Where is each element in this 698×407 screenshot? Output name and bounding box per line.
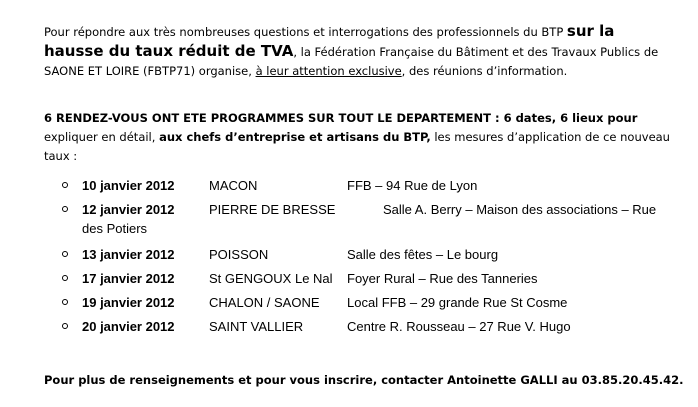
intro-paragraph [44,22,674,81]
meeting-date: 12 janvier 2012 [82,202,175,217]
meeting-date: 20 janvier 2012 [82,319,175,334]
meeting-item [62,269,692,293]
bullet-icon [62,323,68,329]
meeting-place-continuation: des Potiers [82,221,148,236]
meeting-item [62,200,692,245]
meeting-item [62,176,692,200]
announcement-headline: 6 RENDEZ-VOUS ONT ETE PROGRAMMES SUR TOUT LE DEPARTEMENT : 6 dates, 6 lieux pour [44,111,638,125]
announcement-text-2: les mesures d’application de ce nouveau taux : [44,130,670,163]
intro-underlined: à leur attention exclusive [255,64,402,78]
announcement-paragraph [44,109,674,166]
meeting-item [62,245,692,269]
meeting-date: 17 janvier 2012 [82,271,175,286]
intro-highlight: sur la hausse du taux réduit de TVA [44,22,615,60]
meeting-city: St GENGOUX Le Nal [209,271,333,286]
meeting-date: 10 janvier 2012 [82,178,175,193]
meeting-city: MACON [209,178,258,193]
bullet-icon [62,251,68,257]
meeting-city: PIERRE DE BRESSE [209,202,336,217]
bullet-icon [62,275,68,281]
meeting-place: Centre R. Rousseau – 27 Rue V. Hugo [347,319,571,334]
bullet-icon [62,299,68,305]
announcement-highlight: aux chefs d’entreprise et artisans du BTP, [159,130,431,144]
meeting-place: Salle des fêtes – Le bourg [347,247,499,262]
meeting-item [62,293,692,317]
meeting-date: 13 janvier 2012 [82,247,175,262]
meeting-place: Foyer Rural – Rue des Tanneries [347,271,538,286]
meeting-city: SAINT VALLIER [209,319,304,334]
intro-text-1: Pour répondre aux très nombreuses questions et interrogations des professionnels du BTP [44,25,567,39]
meeting-city: POISSON [209,247,269,262]
contact-footer: Pour plus de renseignements et pour vous inscrire, contacter Antoinette GALLI au 03.85.20.45.42. [44,373,684,387]
meetings-list [62,176,692,341]
bullet-icon [62,206,68,212]
meeting-place: FFB – 94 Rue de Lyon [347,178,478,193]
bullet-icon [62,182,68,188]
meeting-place: Local FFB – 29 grande Rue St Cosme [347,295,568,310]
meeting-place: Salle A. Berry – Maison des associations – Rue [383,202,657,217]
meeting-city: CHALON / SAONE [209,295,320,310]
meeting-item [62,317,692,341]
meeting-date: 19 janvier 2012 [82,295,175,310]
intro-text-3: , des réunions d’information. [401,64,568,78]
announcement-text-1: expliquer en détail, [44,130,160,144]
intro-text-2: , la Fédération Française du Bâtiment et des Travaux Publics de SAONE ET LOIRE (FBTP71) organise, [44,45,659,78]
